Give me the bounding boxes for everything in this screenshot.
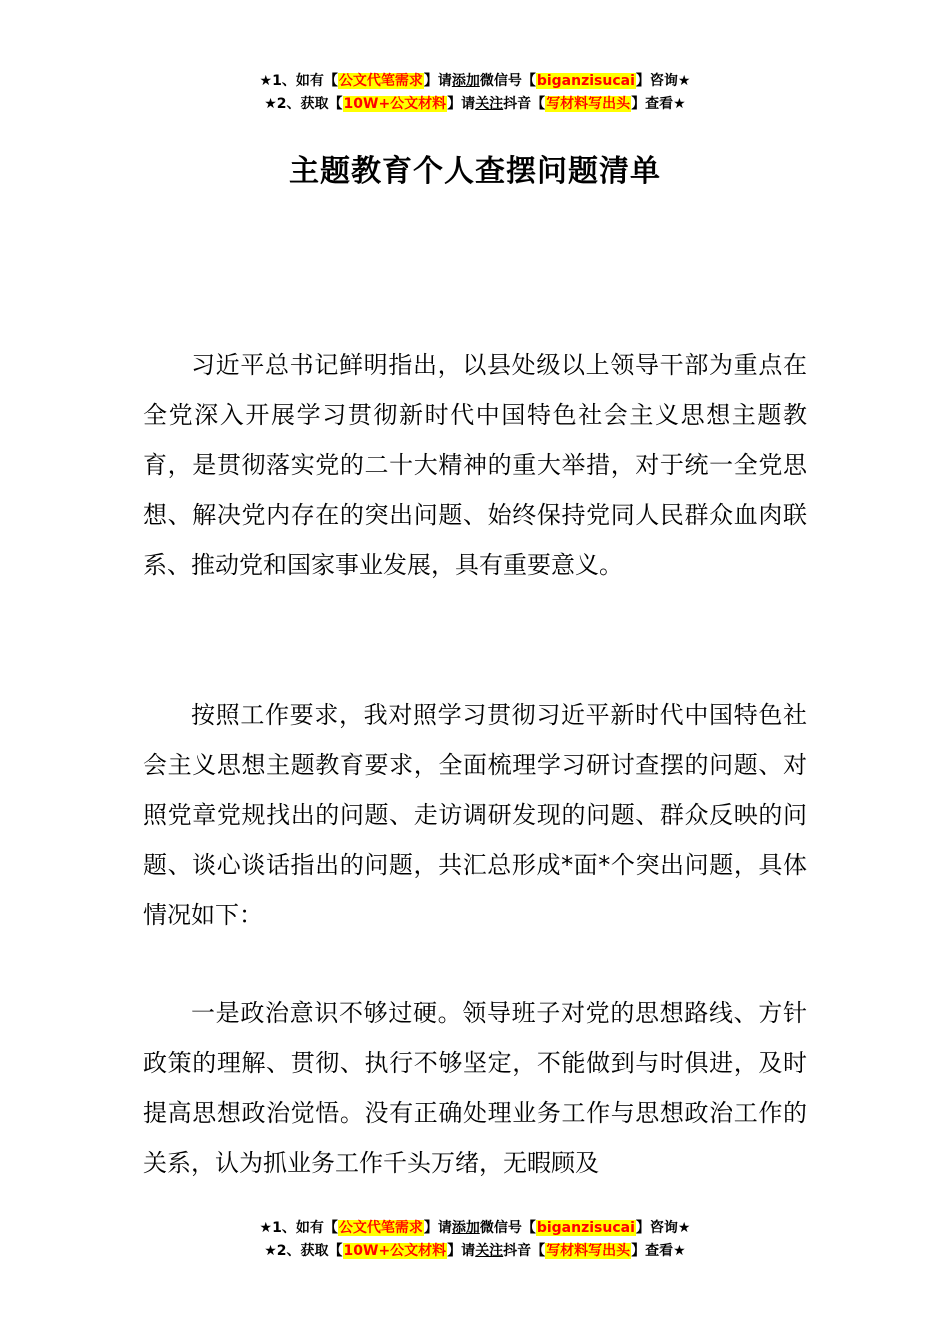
banner-text: 微信号【 <box>479 73 536 89</box>
banner-highlight: 10W+公文材料 <box>343 1243 447 1259</box>
document-title: 主题教育个人查摆问题清单 <box>289 154 661 189</box>
banner-text: 抖音【 <box>503 1243 546 1259</box>
banner-highlight: biganzisucai <box>536 73 635 89</box>
banner-highlight: 公文代笔需求 <box>338 1220 423 1236</box>
paragraph-3: 一是政治意识不够过硬。领导班子对党的思想路线、方针政策的理解、贯彻、执行不够坚定，不能做到与时俱进，及时提高思想政治觉悟。没有正确处理业务工作与思想政治工作的关系，认为抓业务工作千头万绪，无暇顾及 <box>143 999 807 1177</box>
banner-emphasis: 关注 <box>475 96 504 112</box>
banner-emphasis: 添加 <box>451 73 480 89</box>
banner-highlight: biganzisucai <box>536 1220 635 1236</box>
banner-line-2 <box>0 1240 950 1263</box>
banner-text: 】请 <box>423 73 452 89</box>
banner-line-2 <box>0 93 950 116</box>
banner-emphasis: 关注 <box>475 1243 504 1259</box>
banner-text: 】请 <box>447 96 476 112</box>
paragraph-2: 按照工作要求，我对照学习贯彻习近平新时代中国特色社会主义思想主题教育要求，全面梳理学习研讨查摆的问题、对照党章党规找出的问题、走访调研发现的问题、群众反映的问题、谈心谈话指出的问题，共汇总形成*面*个突出问题，具体情况如下： <box>143 701 807 929</box>
banner-text: 抖音【 <box>503 96 546 112</box>
banner-text: 】咨询★ <box>635 1220 691 1236</box>
banner-text: ★2、获取【 <box>264 1243 343 1259</box>
banner-text: 】查看★ <box>631 96 686 112</box>
banner-text: ★1、如有【 <box>259 73 338 89</box>
banner-text: 微信号【 <box>479 1220 536 1236</box>
banner-text: 】请 <box>423 1220 452 1236</box>
banner-line-1 <box>0 1217 950 1240</box>
header-banner <box>0 70 950 116</box>
banner-highlight: 写材料写出头 <box>546 96 631 112</box>
banner-highlight: 写材料写出头 <box>546 1243 631 1259</box>
footer-banner <box>0 1217 950 1263</box>
paragraph-1: 习近平总书记鲜明指出，以县处级以上领导干部为重点在全党深入开展学习贯彻新时代中国特色社会主义思想主题教育，是贯彻落实党的二十大精神的重大举措，对于统一全党思想、解决党内存在的突出问题、始终保持党同人民群众血肉联系、推动党和国家事业发展，具有重要意义。 <box>143 351 807 579</box>
banner-text: 】咨询★ <box>635 73 691 89</box>
banner-line-1 <box>0 70 950 93</box>
banner-text: ★1、如有【 <box>259 1220 338 1236</box>
banner-text: ★2、获取【 <box>264 96 343 112</box>
banner-emphasis: 添加 <box>451 1220 480 1236</box>
banner-text: 】查看★ <box>631 1243 686 1259</box>
banner-text: 】请 <box>447 1243 476 1259</box>
banner-highlight: 公文代笔需求 <box>338 73 423 89</box>
banner-highlight: 10W+公文材料 <box>343 96 447 112</box>
